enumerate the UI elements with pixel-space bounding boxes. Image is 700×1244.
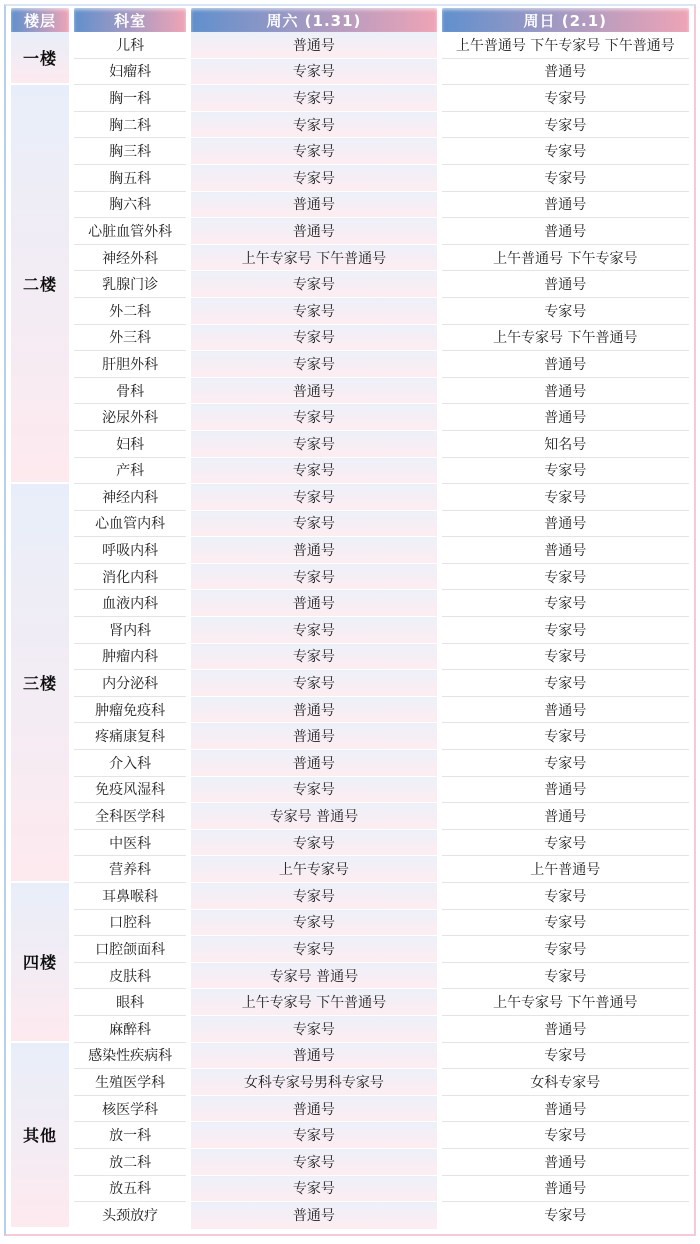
sunday-cell: 专家号 (442, 1202, 689, 1229)
table-row (11, 830, 689, 857)
table-row (11, 590, 689, 617)
floor-group-label: 四楼 (11, 883, 69, 1043)
saturday-cell: 专家号 (191, 458, 436, 485)
table-row (11, 484, 689, 511)
saturday-cell: 专家号 (191, 936, 436, 963)
department-cell: 肿瘤免疫科 (74, 697, 186, 724)
sunday-cell: 专家号 (442, 644, 689, 671)
table-row (11, 32, 689, 59)
sunday-cell: 普通号 (442, 803, 689, 830)
table-row (11, 165, 689, 192)
table-row (11, 59, 689, 86)
saturday-cell: 普通号 (191, 537, 436, 564)
table-row (11, 271, 689, 298)
sunday-cell: 普通号 (442, 511, 689, 538)
table-row (11, 883, 689, 910)
saturday-cell: 普通号 (191, 723, 436, 750)
department-cell: 麻醉科 (74, 1016, 186, 1043)
table-row (11, 138, 689, 165)
department-cell: 中医科 (74, 830, 186, 857)
sunday-cell: 专家号 (442, 830, 689, 857)
department-cell: 胸一科 (74, 85, 186, 112)
sunday-cell: 普通号 (442, 537, 689, 564)
department-cell: 耳鼻喉科 (74, 883, 186, 910)
col-header-department: 科室 (74, 8, 186, 32)
sunday-cell: 普通号 (442, 271, 689, 298)
table-row (11, 1069, 689, 1096)
sunday-cell: 普通号 (442, 59, 689, 86)
sunday-cell: 上午普通号 下午专家号 (442, 245, 689, 272)
department-cell: 感染性疾病科 (74, 1043, 186, 1070)
saturday-cell: 专家号 (191, 298, 436, 325)
table-row (11, 644, 689, 671)
sunday-cell: 专家号 (442, 723, 689, 750)
sunday-cell: 专家号 (442, 910, 689, 937)
saturday-cell: 专家号 (191, 564, 436, 591)
table-row (11, 1202, 689, 1229)
saturday-cell: 专家号 (191, 404, 436, 431)
table-row (11, 989, 689, 1016)
department-cell: 妇科 (74, 431, 186, 458)
sunday-cell: 专家号 (442, 138, 689, 165)
table-row (11, 910, 689, 937)
saturday-cell: 专家号 (191, 511, 436, 538)
department-cell: 肿瘤内科 (74, 644, 186, 671)
department-cell: 头颈放疗 (74, 1202, 186, 1229)
saturday-cell: 普通号 (191, 697, 436, 724)
department-cell: 胸五科 (74, 165, 186, 192)
table-row (11, 1016, 689, 1043)
department-cell: 全科医学科 (74, 803, 186, 830)
sunday-cell: 专家号 (442, 883, 689, 910)
sunday-cell: 专家号 (442, 85, 689, 112)
saturday-cell: 专家号 (191, 1149, 436, 1176)
department-cell: 神经内科 (74, 484, 186, 511)
saturday-cell: 普通号 (191, 1043, 436, 1070)
table-row (11, 936, 689, 963)
table-row (11, 750, 689, 777)
saturday-cell: 上午专家号 下午普通号 (191, 245, 436, 272)
department-cell: 营养科 (74, 856, 186, 883)
sunday-cell: 专家号 (442, 1043, 689, 1070)
saturday-cell: 专家号 (191, 138, 436, 165)
department-cell: 生殖医学科 (74, 1069, 186, 1096)
sunday-cell: 上午专家号 下午普通号 (442, 325, 689, 352)
table-row (11, 431, 689, 458)
col-header-saturday: 周六 (1.31) (191, 8, 436, 32)
department-cell: 心脏血管外科 (74, 218, 186, 245)
table-row (11, 803, 689, 830)
department-cell: 儿科 (74, 32, 186, 59)
department-cell: 胸三科 (74, 138, 186, 165)
department-cell: 胸二科 (74, 112, 186, 139)
table-row (11, 404, 689, 431)
sunday-cell: 专家号 (442, 617, 689, 644)
schedule-table-frame (4, 4, 696, 1236)
saturday-cell: 专家号 (191, 325, 436, 352)
schedule-table-header (11, 8, 689, 32)
sunday-cell: 上午专家号 下午普通号 (442, 989, 689, 1016)
saturday-cell: 专家号 (191, 883, 436, 910)
table-row (11, 697, 689, 724)
saturday-cell: 上午专家号 (191, 856, 436, 883)
department-cell: 介入科 (74, 750, 186, 777)
table-row (11, 192, 689, 219)
table-row (11, 856, 689, 883)
sunday-cell: 普通号 (442, 218, 689, 245)
sunday-cell: 上午普通号 下午专家号 下午普通号 (442, 32, 689, 59)
floor-group-label: 一楼 (11, 32, 69, 85)
sunday-cell: 专家号 (442, 590, 689, 617)
sunday-cell: 普通号 (442, 697, 689, 724)
saturday-cell: 专家号 (191, 351, 436, 378)
department-cell: 神经外科 (74, 245, 186, 272)
department-cell: 骨科 (74, 378, 186, 405)
sunday-cell: 专家号 (442, 750, 689, 777)
department-cell: 眼科 (74, 989, 186, 1016)
saturday-cell: 普通号 (191, 750, 436, 777)
sunday-cell: 普通号 (442, 1149, 689, 1176)
sunday-cell: 普通号 (442, 404, 689, 431)
table-row (11, 1043, 689, 1070)
table-row (11, 325, 689, 352)
department-cell: 心血管内科 (74, 511, 186, 538)
saturday-cell: 普通号 (191, 32, 436, 59)
saturday-cell: 普通号 (191, 1096, 436, 1123)
col-header-sunday: 周日 (2.1) (442, 8, 689, 32)
table-row (11, 670, 689, 697)
saturday-cell: 专家号 (191, 644, 436, 671)
sunday-cell: 普通号 (442, 1096, 689, 1123)
department-cell: 泌尿外科 (74, 404, 186, 431)
sunday-cell: 上午普通号 (442, 856, 689, 883)
department-cell: 口腔颌面科 (74, 936, 186, 963)
sunday-cell: 专家号 (442, 484, 689, 511)
sunday-cell: 普通号 (442, 378, 689, 405)
department-cell: 外二科 (74, 298, 186, 325)
department-cell: 内分泌科 (74, 670, 186, 697)
saturday-cell: 专家号 (191, 271, 436, 298)
saturday-cell: 专家号 (191, 1176, 436, 1203)
table-row (11, 218, 689, 245)
saturday-cell: 普通号 (191, 218, 436, 245)
saturday-cell: 上午专家号 下午普通号 (191, 989, 436, 1016)
table-row (11, 378, 689, 405)
saturday-cell: 专家号 (191, 830, 436, 857)
department-cell: 口腔科 (74, 910, 186, 937)
table-row (11, 112, 689, 139)
floor-group-label: 其他 (11, 1043, 69, 1229)
sunday-cell: 专家号 (442, 112, 689, 139)
sunday-cell: 普通号 (442, 1016, 689, 1043)
saturday-cell: 专家号 (191, 617, 436, 644)
department-cell: 免疫风湿科 (74, 777, 186, 804)
department-cell: 皮肤科 (74, 963, 186, 990)
table-row (11, 511, 689, 538)
saturday-cell: 专家号 普通号 (191, 803, 436, 830)
department-cell: 放二科 (74, 1149, 186, 1176)
department-cell: 疼痛康复科 (74, 723, 186, 750)
saturday-cell: 专家号 普通号 (191, 963, 436, 990)
table-row (11, 351, 689, 378)
table-row (11, 963, 689, 990)
department-cell: 乳腺门诊 (74, 271, 186, 298)
table-row (11, 298, 689, 325)
sunday-cell: 专家号 (442, 564, 689, 591)
header-row (11, 8, 689, 32)
sunday-cell: 知名号 (442, 431, 689, 458)
sunday-cell: 普通号 (442, 1176, 689, 1203)
saturday-cell: 普通号 (191, 378, 436, 405)
saturday-cell: 专家号 (191, 777, 436, 804)
sunday-cell: 普通号 (442, 351, 689, 378)
table-row (11, 777, 689, 804)
sunday-cell: 专家号 (442, 165, 689, 192)
saturday-cell: 女科专家号男科专家号 (191, 1069, 436, 1096)
table-row (11, 537, 689, 564)
department-cell: 产科 (74, 458, 186, 485)
sunday-cell: 专家号 (442, 936, 689, 963)
saturday-cell: 专家号 (191, 431, 436, 458)
saturday-cell: 普通号 (191, 590, 436, 617)
saturday-cell: 专家号 (191, 112, 436, 139)
saturday-cell: 专家号 (191, 1122, 436, 1149)
department-cell: 放一科 (74, 1122, 186, 1149)
department-cell: 外三科 (74, 325, 186, 352)
sunday-cell: 女科专家号 (442, 1069, 689, 1096)
sunday-cell: 专家号 (442, 458, 689, 485)
sunday-cell: 专家号 (442, 298, 689, 325)
saturday-cell: 专家号 (191, 484, 436, 511)
department-cell: 血液内科 (74, 590, 186, 617)
department-cell: 肾内科 (74, 617, 186, 644)
saturday-cell: 普通号 (191, 192, 436, 219)
table-row (11, 245, 689, 272)
saturday-cell: 专家号 (191, 670, 436, 697)
schedule-table (6, 8, 694, 1229)
schedule-table-body (11, 32, 689, 1229)
table-row (11, 1096, 689, 1123)
department-cell: 肝胆外科 (74, 351, 186, 378)
department-cell: 胸六科 (74, 192, 186, 219)
saturday-cell: 专家号 (191, 1016, 436, 1043)
table-row (11, 564, 689, 591)
department-cell: 消化内科 (74, 564, 186, 591)
col-header-floor: 楼层 (11, 8, 69, 32)
department-cell: 放五科 (74, 1176, 186, 1203)
saturday-cell: 专家号 (191, 165, 436, 192)
department-cell: 妇瘤科 (74, 59, 186, 86)
table-row (11, 1149, 689, 1176)
table-row (11, 723, 689, 750)
table-row (11, 617, 689, 644)
saturday-cell: 专家号 (191, 59, 436, 86)
sunday-cell: 普通号 (442, 192, 689, 219)
department-cell: 呼吸内科 (74, 537, 186, 564)
sunday-cell: 专家号 (442, 670, 689, 697)
table-row (11, 85, 689, 112)
saturday-cell: 专家号 (191, 910, 436, 937)
sunday-cell: 专家号 (442, 1122, 689, 1149)
sunday-cell: 专家号 (442, 963, 689, 990)
table-row (11, 1176, 689, 1203)
table-row (11, 458, 689, 485)
saturday-cell: 专家号 (191, 85, 436, 112)
sunday-cell: 普通号 (442, 777, 689, 804)
floor-group-label: 二楼 (11, 85, 69, 484)
department-cell: 核医学科 (74, 1096, 186, 1123)
floor-group-label: 三楼 (11, 484, 69, 883)
saturday-cell: 普通号 (191, 1202, 436, 1229)
table-row (11, 1122, 689, 1149)
